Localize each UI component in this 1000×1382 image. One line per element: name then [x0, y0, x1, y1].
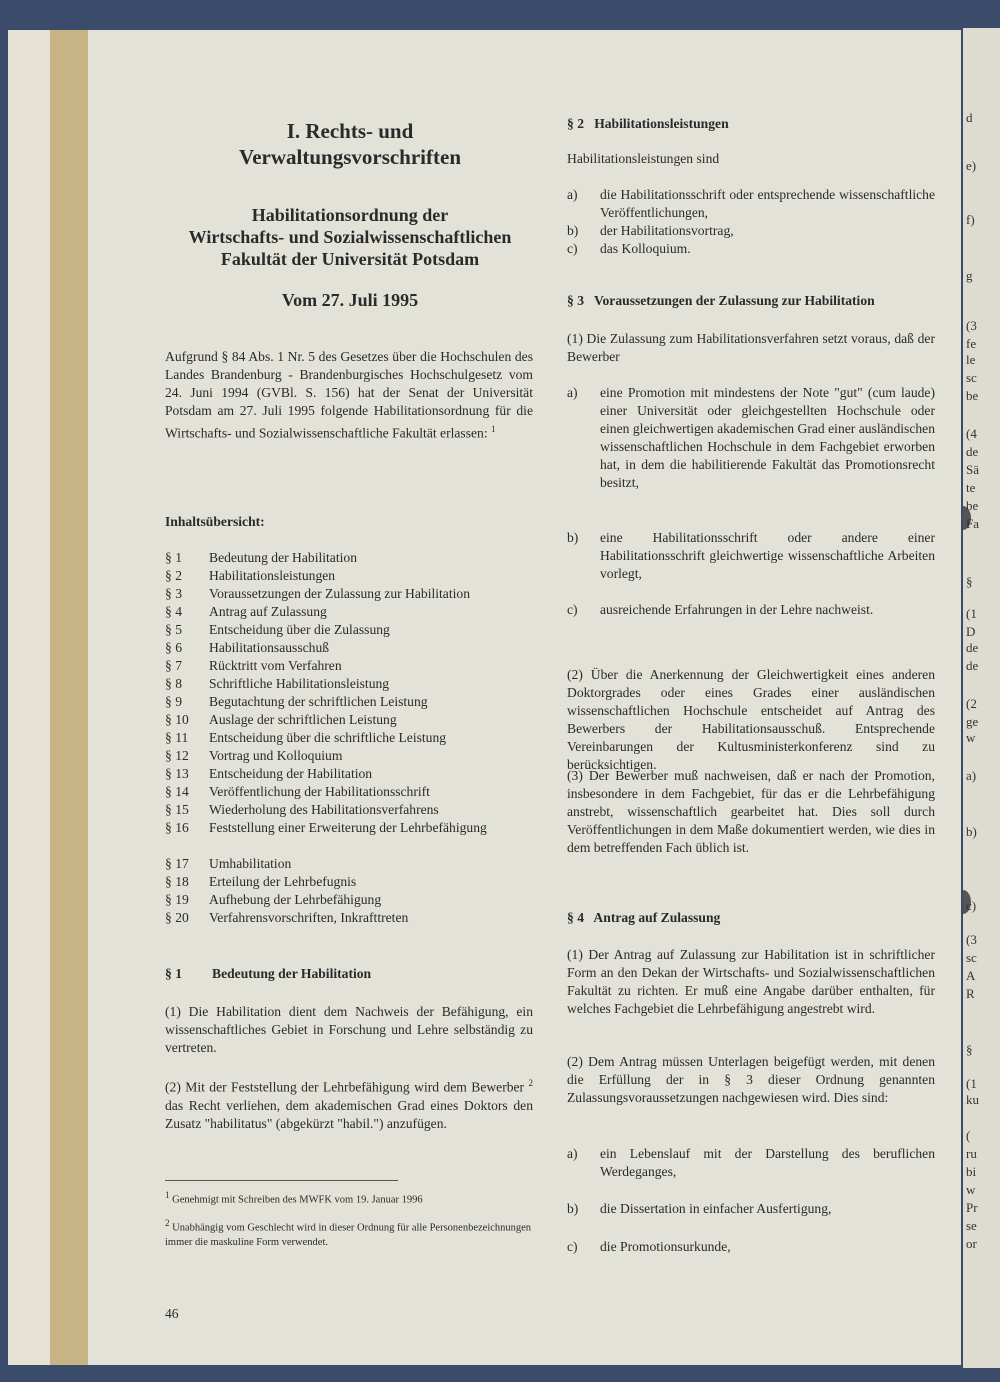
toc-item-title: Aufhebung der Lehrbefähigung — [209, 892, 382, 907]
list-item-label: b) — [567, 1201, 579, 1216]
facing-page-fragment: ku — [966, 1092, 979, 1107]
facing-page-fragment: Sä — [966, 462, 979, 477]
spine-strip — [50, 30, 90, 1365]
section-3-heading: § 3 Voraussetzungen der Zulassung zur Habilitation — [567, 293, 875, 308]
section-1-heading: § 1 Bedeutung der Habilitation — [165, 966, 372, 981]
toc-item-number: § 13 — [165, 766, 189, 781]
toc-item-number: § 16 — [165, 820, 189, 835]
toc-item-number: § 1 — [165, 550, 182, 565]
toc-item-number: § 20 — [165, 910, 189, 925]
facing-page-fragment: se — [966, 1218, 977, 1233]
toc-item-title: Entscheidung über die schriftliche Leistung — [209, 730, 447, 745]
facing-page-fragment: Fa — [966, 516, 979, 531]
toc-item-title: Schriftliche Habilitationsleistung — [209, 676, 390, 691]
toc-item-number: § 5 — [165, 622, 182, 637]
list-item-label: a) — [567, 1146, 578, 1161]
facing-page-fragment: (1 — [966, 606, 977, 621]
page-edges — [8, 30, 50, 1365]
list-item-label: b) — [567, 223, 579, 238]
facing-page-fragment: § — [966, 1042, 973, 1057]
section-1-paragraph-2: (2) Mit der Feststellung der Lehrbefähigung wird dem Bewerber $^2$ das Recht verliehen, dem akademischen Grad eines Doktors den Zusatz "habilitatus" (abgekürzt "habil.") anzufügen. — [165, 1078, 533, 1131]
facing-page-fragment: w — [966, 1182, 976, 1197]
list-item-text: die Promotionsurkunde, — [600, 1239, 731, 1254]
list-item-label: b) — [567, 530, 579, 545]
facing-page-fragment: b) — [966, 824, 977, 839]
list-item-text: das Kolloquium. — [600, 241, 691, 256]
facing-page-fragment: g — [966, 268, 973, 283]
facing-page-fragment: de — [966, 640, 979, 655]
toc-item-title: Entscheidung über die Zulassung — [209, 622, 390, 637]
toc-item-title: Wiederholung des Habilitationsverfahrens — [209, 802, 439, 817]
list-item-label: c) — [567, 602, 578, 617]
section-2-heading: § 2 Habilitationsleistungen — [567, 116, 729, 131]
toc-item-number: § 4 — [165, 604, 182, 619]
list-item-text: eine Habilitationsschrift oder andere einer Habilitationsschrift gleichwertige wissenschaftliche Arbeiten vorlegt, — [600, 530, 935, 581]
toc-item-title: Antrag auf Zulassung — [209, 604, 327, 619]
page-number: 46 — [165, 1306, 179, 1321]
facing-page-fragment: be — [966, 388, 979, 403]
facing-page-fragment: A — [966, 968, 976, 983]
list-item-label: a) — [567, 187, 578, 202]
facing-page-fragment: sc — [966, 950, 977, 965]
chapter-title: I. Rechts- und Verwaltungsvorschriften — [238, 119, 462, 169]
toc-heading: Inhaltsübersicht: — [165, 514, 265, 529]
facing-page-edge — [963, 28, 1000, 1368]
facing-page-fragment: (2 — [966, 696, 977, 711]
toc-item-number: § 14 — [165, 784, 189, 799]
list-item-text: eine Promotion mit mindestens der Note "gut" (cum laude) einer Universität oder gleichgestellten Hochschule oder einen gleichwertigen akademischen Grad einer ausländischen wissenschaftlichen Hochschule in dem Fachgebiet erworben hat, in dem die habilitierende Fakultät das Promotionsrecht besitzt, — [600, 385, 935, 490]
toc-item-number: § 3 — [165, 586, 182, 601]
toc-item-number: § 10 — [165, 712, 189, 727]
facing-page-fragment: ru — [966, 1146, 977, 1161]
toc-item-title: Habilitationsausschuß — [209, 640, 330, 655]
facing-page-fragment: de — [966, 444, 979, 459]
facing-page-fragment: c) — [966, 898, 977, 913]
facing-page-fragment: (1 — [966, 1076, 977, 1091]
facing-page-fragment: or — [966, 1236, 977, 1251]
facing-page-fragment: e) — [966, 158, 977, 173]
toc-item-title: Habilitationsleistungen — [209, 568, 336, 583]
footnote-1: $^1$ Genehmigt mit Schreiben des MWFK vom 19. Januar 1996 — [165, 1190, 423, 1206]
toc-item-title: Bedeutung der Habilitation — [209, 550, 357, 565]
toc-item-number: § 2 — [165, 568, 182, 583]
document-date: Vom 27. Juli 1995 — [281, 290, 419, 310]
toc-item-number: § 11 — [165, 730, 189, 745]
toc-item-title: Rücktritt vom Verfahren — [209, 658, 342, 673]
toc-item-number: § 12 — [165, 748, 189, 763]
toc-item-title: Veröffentlichung der Habilitationsschrift — [209, 784, 430, 799]
facing-page-fragment: f) — [966, 212, 975, 227]
facing-page-fragment: fe — [966, 336, 977, 351]
toc-item-number: § 8 — [165, 676, 182, 691]
list-item-text: ausreichende Erfahrungen in der Lehre nachweist. — [600, 602, 874, 617]
toc-item-title: Entscheidung der Habilitation — [209, 766, 373, 781]
section-3-paragraph-1: (1) Die Zulassung zum Habilitationsverfahren setzt voraus, daß der Bewerber — [567, 331, 935, 364]
facing-page-fragment: ge — [966, 714, 979, 729]
facing-page-fragment: R — [966, 986, 975, 1001]
toc-item-number: § 19 — [165, 892, 189, 907]
intro-paragraph: Aufgrund § 84 Abs. 1 Nr. 5 des Gesetzes über die Hochschulen des Landes Brandenburg - Brandenburgisches Hochschulgesetz vom 24. Juni 1994 (GVBl. S. 156) hat der Senat der Universität Potsdam am 27. Juli 1995 folgende Habilitationsordnung für die Wirtschafts- und Sozialwissenschaftliche Fakultät erlassen: $^1$ — [165, 349, 533, 441]
section-3-paragraph-3: (3) Der Bewerber muß nachweisen, daß er nach der Promotion, insbesondere in dem Fachgebiet, für das er die Lehrbefähigung anstrebt, wissenschaftlich gearbeitet hat. Dies soll durch Veröffentlichungen in dem Maße dokumentiert werden, wie dies in dem betreffenden Fach üblich ist. — [567, 768, 935, 855]
toc-item-title: Erteilung der Lehrbefugnis — [209, 874, 357, 889]
list-item-label: c) — [567, 1239, 578, 1254]
facing-page-fragment: Pr — [966, 1200, 978, 1215]
toc-item-number: § 9 — [165, 694, 182, 709]
list-item-text: die Dissertation in einfacher Ausfertigung, — [600, 1201, 832, 1216]
section-4-paragraph-2: (2) Dem Antrag müssen Unterlagen beigefügt werden, mit denen die Erfüllung der in § 3 dieser Ordnung genannten Zulassungsvoraussetzungen nachgewiesen wird. Dies sind: — [567, 1054, 935, 1105]
facing-page-fragment: be — [966, 498, 979, 513]
facing-page-fragment: (4 — [966, 426, 977, 441]
facing-page-fragment: de — [966, 658, 979, 673]
toc-item-number: § 17 — [165, 856, 189, 871]
facing-page-fragment: (3 — [966, 318, 977, 333]
facing-page-fragment: ( — [966, 1128, 971, 1143]
toc-item-number: § 15 — [165, 802, 189, 817]
toc-item-title: Auslage der schriftlichen Leistung — [209, 712, 397, 727]
facing-page-fragment: le — [966, 352, 976, 367]
list-item-text: die Habilitationsschrift oder entsprechende wissenschaftliche Veröffentlichungen, — [600, 187, 935, 220]
section-4-paragraph-1: (1) Der Antrag auf Zulassung zur Habilitation ist in schriftlicher Form an den Dekan der Wirtschafts- und Sozialwissenschaftlichen Fakultät zu richten. Er muß eine Angabe darüber enthalten, für welches Fachgebiet die Lehrbefähigung angestrebt wird. — [567, 947, 935, 1016]
toc-item-number: § 18 — [165, 874, 189, 889]
facing-page-fragment: § — [966, 574, 973, 589]
footnote-divider — [165, 1180, 398, 1181]
facing-page-fragment: (3 — [966, 932, 977, 947]
facing-page-fragment: te — [966, 480, 976, 495]
list-item-label: a) — [567, 385, 578, 400]
facing-page-fragment: d — [966, 110, 973, 125]
toc-item-title: Feststellung einer Erweiterung der Lehrbefähigung — [209, 820, 487, 835]
document-title: Habilitationsordnung der Wirtschafts- und Sozialwissenschaftlichen Fakultät der Universität Potsdam — [188, 205, 512, 269]
facing-page-fragment: sc — [966, 370, 977, 385]
list-item-label: c) — [567, 241, 578, 256]
toc-item-title: Voraussetzungen der Zulassung zur Habilitation — [209, 586, 470, 601]
toc-item-title: Verfahrensvorschriften, Inkrafttreten — [209, 910, 409, 925]
section-2-intro: Habilitationsleistungen sind — [567, 151, 720, 166]
toc-item-number: § 7 — [165, 658, 182, 673]
section-3-paragraph-2: (2) Über die Anerkennung der Gleichwertigkeit eines anderen Doktorgrades oder eines Grades einer ausländischen wissenschaftlichen Hochschule entscheidet auf Antrag des Bewerbers der Habilitationsausschuß. Entsprechende Vereinbarungen der Kultusministerkonferenz sind zu berücksichtigen. — [567, 667, 935, 772]
toc-item-title: Umhabilitation — [209, 856, 292, 871]
list-item-text: ein Lebenslauf mit der Darstellung des beruflichen Werdeganges, — [600, 1146, 935, 1179]
facing-page-fragment: w — [966, 730, 976, 745]
section-1-paragraph-1: (1) Die Habilitation dient dem Nachweis der Befähigung, ein wissenschaftliches Gebiet in Forschung und Lehre selbständig zu vertreten. — [165, 1004, 533, 1055]
list-item-text: der Habilitationsvortrag, — [600, 223, 734, 238]
section-4-heading: § 4 Antrag auf Zulassung — [567, 910, 721, 925]
toc-item-title: Begutachtung der schriftlichen Leistung — [209, 694, 428, 709]
toc-item-title: Vortrag und Kolloquium — [209, 748, 343, 763]
toc-item-number: § 6 — [165, 640, 182, 655]
facing-page-fragment: a) — [966, 768, 977, 783]
facing-page-fragment: bi — [966, 1164, 977, 1179]
facing-page-fragment: D — [966, 624, 976, 639]
footnote-2: $^2$ Unabhängig vom Geschlecht wird in dieser Ordnung für alle Personenbezeichnungen immer die maskuline Form verwendet. — [165, 1218, 532, 1248]
